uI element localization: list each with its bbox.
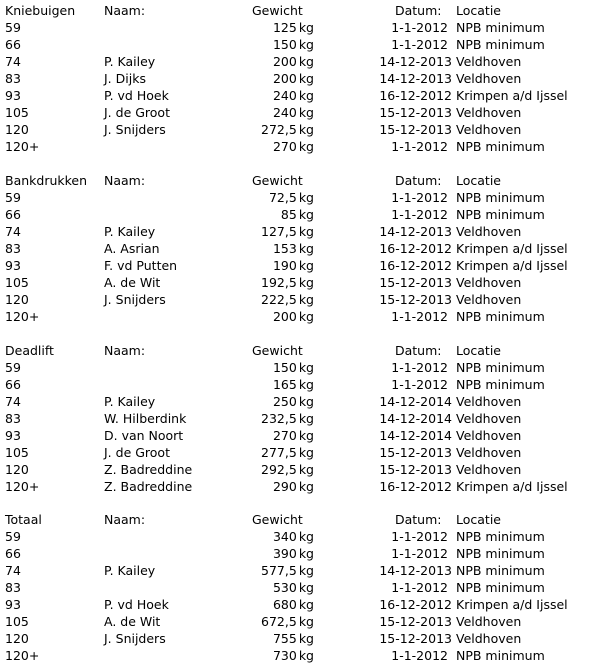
table-row xyxy=(0,545,614,562)
record-weight xyxy=(273,630,314,647)
weight-value: 72,5 xyxy=(268,190,297,205)
weight-class: 59 xyxy=(5,529,21,544)
table-row xyxy=(0,121,614,138)
weight-value: 150 xyxy=(272,360,297,375)
lifter-name: P. Kailey xyxy=(104,563,156,578)
record-weight xyxy=(281,206,314,223)
weight-unit: kg xyxy=(298,190,314,205)
record-weight xyxy=(273,528,314,545)
table-row xyxy=(0,308,614,325)
weight-class: 74 xyxy=(5,224,21,239)
table-row xyxy=(0,189,614,206)
weight-class: 83 xyxy=(5,411,21,426)
record-date: 16-12-2012 xyxy=(379,479,452,494)
record-location: Krimpen a/d Ijssel xyxy=(456,241,568,256)
weight-unit: kg xyxy=(298,275,314,290)
record-date: 15-12-2013 xyxy=(379,462,452,477)
header-date: Datum: xyxy=(395,173,442,188)
record-location: Krimpen a/d Ijssel xyxy=(456,88,568,103)
lifter-name: A. Asrian xyxy=(104,241,160,256)
record-weight xyxy=(261,410,314,427)
table-row xyxy=(0,478,614,495)
record-weight xyxy=(261,121,314,138)
weight-value: 272,5 xyxy=(261,122,297,137)
record-table-bankdrukken xyxy=(0,172,614,325)
record-date: 15-12-2013 xyxy=(379,631,452,646)
weight-class: 93 xyxy=(5,258,21,273)
record-date: 1-1-2012 xyxy=(391,190,448,205)
record-date: 14-12-2014 xyxy=(379,428,452,443)
weight-class: 93 xyxy=(5,597,21,612)
record-location: Veldhoven xyxy=(456,614,522,629)
table-row xyxy=(0,579,614,596)
table-row xyxy=(0,376,614,393)
weight-value: 292,5 xyxy=(261,462,297,477)
weight-class: 105 xyxy=(5,445,29,460)
weight-value: 232,5 xyxy=(261,411,297,426)
weight-unit: kg xyxy=(298,428,314,443)
weight-unit: kg xyxy=(298,563,314,578)
lifter-name: A. de Wit xyxy=(104,614,161,629)
lifter-name: P. vd Hoek xyxy=(104,88,169,103)
record-weight xyxy=(273,596,314,613)
record-date: 15-12-2013 xyxy=(379,445,452,460)
weight-class: 120 xyxy=(5,462,29,477)
record-weight xyxy=(273,647,314,664)
record-location: Veldhoven xyxy=(456,411,522,426)
weight-class: 74 xyxy=(5,394,21,409)
weight-class: 93 xyxy=(5,428,21,443)
record-location: Veldhoven xyxy=(456,428,522,443)
weight-class: 105 xyxy=(5,275,29,290)
weight-class: 66 xyxy=(5,207,21,222)
table-row xyxy=(0,528,614,545)
weight-class: 120 xyxy=(5,292,29,307)
lifter-name: J. Snijders xyxy=(104,292,166,307)
record-date: 14-12-2013 xyxy=(379,71,452,86)
record-date: 15-12-2013 xyxy=(379,614,452,629)
weight-value: 270 xyxy=(272,428,297,443)
record-date: 16-12-2012 xyxy=(379,241,452,256)
weight-unit: kg xyxy=(298,224,314,239)
record-date: 1-1-2012 xyxy=(391,207,448,222)
table-row xyxy=(0,613,614,630)
record-location: Veldhoven xyxy=(456,292,522,307)
table-row xyxy=(0,461,614,478)
record-location: NPB minimum xyxy=(456,377,545,392)
weight-value: 755 xyxy=(272,631,297,646)
weight-value: 85 xyxy=(280,207,297,222)
weight-value: 153 xyxy=(272,241,297,256)
weight-class: 74 xyxy=(5,54,21,69)
weight-unit: kg xyxy=(298,648,314,663)
record-weight xyxy=(273,478,314,495)
record-date: 15-12-2013 xyxy=(379,122,452,137)
record-location: NPB minimum xyxy=(456,580,545,595)
weight-class: 120+ xyxy=(5,309,40,324)
lifter-name: A. de Wit xyxy=(104,275,161,290)
record-location: NPB minimum xyxy=(456,309,545,324)
record-date: 14-12-2013 xyxy=(379,224,452,239)
table-row xyxy=(0,410,614,427)
weight-unit: kg xyxy=(298,20,314,35)
record-location: Veldhoven xyxy=(456,105,522,120)
weight-unit: kg xyxy=(298,546,314,561)
weight-value: 165 xyxy=(272,377,297,392)
weight-value: 192,5 xyxy=(261,275,297,290)
record-location: Veldhoven xyxy=(456,275,522,290)
table-row xyxy=(0,274,614,291)
record-date: 16-12-2012 xyxy=(379,258,452,273)
weight-class: 120 xyxy=(5,122,29,137)
table-row xyxy=(0,53,614,70)
record-date: 1-1-2012 xyxy=(391,377,448,392)
weight-value: 240 xyxy=(272,88,297,103)
weight-class: 120 xyxy=(5,631,29,646)
header-location: Locatie xyxy=(456,3,501,18)
weight-unit: kg xyxy=(298,105,314,120)
record-date: 1-1-2012 xyxy=(391,360,448,375)
weight-unit: kg xyxy=(298,241,314,256)
weight-class: 83 xyxy=(5,241,21,256)
record-weight xyxy=(261,562,314,579)
weight-unit: kg xyxy=(298,292,314,307)
record-location: NPB minimum xyxy=(456,37,545,52)
table-row xyxy=(0,36,614,53)
record-location: NPB minimum xyxy=(456,360,545,375)
weight-unit: kg xyxy=(298,71,314,86)
weight-value: 730 xyxy=(272,648,297,663)
record-weight xyxy=(269,189,314,206)
record-date: 16-12-2012 xyxy=(379,597,452,612)
table-header-row xyxy=(0,172,614,189)
table-row xyxy=(0,257,614,274)
lifter-name: Z. Badreddine xyxy=(104,462,193,477)
weight-unit: kg xyxy=(298,309,314,324)
record-weight xyxy=(261,613,314,630)
weight-class: 120+ xyxy=(5,648,40,663)
record-weight xyxy=(273,257,314,274)
weight-class: 74 xyxy=(5,563,21,578)
header-location: Locatie xyxy=(456,343,501,358)
record-weight xyxy=(273,36,314,53)
table-row xyxy=(0,240,614,257)
table-row xyxy=(0,138,614,155)
record-date: 15-12-2013 xyxy=(379,292,452,307)
weight-value: 680 xyxy=(272,597,297,612)
record-weight xyxy=(273,545,314,562)
record-weight xyxy=(273,308,314,325)
header-name: Naam: xyxy=(104,512,146,527)
table-row xyxy=(0,206,614,223)
weight-class: 105 xyxy=(5,614,29,629)
record-weight xyxy=(273,393,314,410)
record-date: 1-1-2012 xyxy=(391,139,448,154)
header-location: Locatie xyxy=(456,512,501,527)
weight-value: 277,5 xyxy=(261,445,297,460)
weight-value: 530 xyxy=(272,580,297,595)
weight-unit: kg xyxy=(298,445,314,460)
header-name: Naam: xyxy=(104,3,146,18)
weight-class: 83 xyxy=(5,71,21,86)
weight-unit: kg xyxy=(298,360,314,375)
record-location: Krimpen a/d Ijssel xyxy=(456,597,568,612)
record-weight xyxy=(273,359,314,376)
record-weight xyxy=(261,291,314,308)
table-row xyxy=(0,630,614,647)
lifter-name: J. Snijders xyxy=(104,122,166,137)
record-weight xyxy=(273,70,314,87)
record-weight xyxy=(273,19,314,36)
record-date: 1-1-2012 xyxy=(391,37,448,52)
weight-unit: kg xyxy=(298,529,314,544)
lifter-name: P. Kailey xyxy=(104,224,156,239)
record-date: 1-1-2012 xyxy=(391,546,448,561)
section-title: Bankdrukken xyxy=(5,173,88,188)
table-header-row xyxy=(0,342,614,359)
table-row xyxy=(0,104,614,121)
record-location: Veldhoven xyxy=(456,54,522,69)
record-location: NPB minimum xyxy=(456,546,545,561)
lifter-name: J. de Groot xyxy=(104,445,170,460)
record-location: Veldhoven xyxy=(456,394,522,409)
record-location: NPB minimum xyxy=(456,207,545,222)
table-row xyxy=(0,444,614,461)
weight-unit: kg xyxy=(298,411,314,426)
header-location: Locatie xyxy=(456,173,501,188)
weight-value: 127,5 xyxy=(261,224,297,239)
record-weight xyxy=(273,579,314,596)
record-location: Veldhoven xyxy=(456,631,522,646)
record-location: Veldhoven xyxy=(456,462,522,477)
table-row xyxy=(0,359,614,376)
weight-value: 190 xyxy=(272,258,297,273)
record-weight xyxy=(261,461,314,478)
record-date: 1-1-2012 xyxy=(391,309,448,324)
table-row xyxy=(0,19,614,36)
record-location: NPB minimum xyxy=(456,563,545,578)
table-row xyxy=(0,596,614,613)
record-location: Krimpen a/d Ijssel xyxy=(456,258,568,273)
header-weight: Gewicht xyxy=(252,343,303,358)
record-weight xyxy=(273,240,314,257)
header-date: Datum: xyxy=(395,512,442,527)
weight-unit: kg xyxy=(298,258,314,273)
weight-unit: kg xyxy=(298,207,314,222)
record-weight xyxy=(273,427,314,444)
weight-unit: kg xyxy=(298,37,314,52)
record-weight xyxy=(261,444,314,461)
weight-class: 120+ xyxy=(5,139,40,154)
weight-unit: kg xyxy=(298,88,314,103)
weight-class: 120+ xyxy=(5,479,40,494)
weight-unit: kg xyxy=(298,479,314,494)
header-date: Datum: xyxy=(395,3,442,18)
record-date: 14-12-2014 xyxy=(379,394,452,409)
lifter-name: P. Kailey xyxy=(104,54,156,69)
weight-class: 66 xyxy=(5,546,21,561)
weight-unit: kg xyxy=(298,597,314,612)
weight-class: 66 xyxy=(5,37,21,52)
record-date: 15-12-2013 xyxy=(379,275,452,290)
record-date: 1-1-2012 xyxy=(391,20,448,35)
header-weight: Gewicht xyxy=(252,173,303,188)
weight-value: 200 xyxy=(272,54,297,69)
weight-unit: kg xyxy=(298,394,314,409)
weight-unit: kg xyxy=(298,122,314,137)
weight-class: 59 xyxy=(5,20,21,35)
weight-value: 222,5 xyxy=(261,292,297,307)
section-title: Deadlift xyxy=(5,343,54,358)
weight-value: 125 xyxy=(272,20,297,35)
record-date: 1-1-2012 xyxy=(391,648,448,663)
weight-class: 59 xyxy=(5,190,21,205)
section-title: Kniebuigen xyxy=(5,3,76,18)
table-row xyxy=(0,223,614,240)
weight-value: 200 xyxy=(272,309,297,324)
header-date: Datum: xyxy=(395,343,442,358)
record-date: 1-1-2012 xyxy=(391,580,448,595)
lifter-name: P. Kailey xyxy=(104,394,156,409)
table-row xyxy=(0,291,614,308)
record-location: NPB minimum xyxy=(456,529,545,544)
weight-unit: kg xyxy=(298,580,314,595)
record-table-deadlift xyxy=(0,342,614,495)
weight-value: 240 xyxy=(272,105,297,120)
section-title: Totaal xyxy=(5,512,42,527)
record-weight xyxy=(273,138,314,155)
record-date: 14-12-2013 xyxy=(379,54,452,69)
lifter-name: J. Dijks xyxy=(104,71,146,86)
record-location: NPB minimum xyxy=(456,190,545,205)
header-weight: Gewicht xyxy=(252,3,303,18)
weight-value: 270 xyxy=(272,139,297,154)
record-weight xyxy=(273,104,314,121)
record-weight xyxy=(273,87,314,104)
lifter-name: Z. Badreddine xyxy=(104,479,193,494)
record-location: Veldhoven xyxy=(456,224,522,239)
weight-unit: kg xyxy=(298,614,314,629)
record-table-totaal xyxy=(0,511,614,664)
weight-unit: kg xyxy=(298,54,314,69)
weight-value: 290 xyxy=(272,479,297,494)
weight-class: 105 xyxy=(5,105,29,120)
record-date: 14-12-2013 xyxy=(379,563,452,578)
weight-value: 390 xyxy=(272,546,297,561)
record-location: Veldhoven xyxy=(456,122,522,137)
table-row xyxy=(0,87,614,104)
header-name: Naam: xyxy=(104,343,146,358)
lifter-name: W. Hilberdink xyxy=(104,411,187,426)
table-row xyxy=(0,393,614,410)
weight-unit: kg xyxy=(298,631,314,646)
record-weight xyxy=(273,376,314,393)
lifter-name: D. van Noort xyxy=(104,428,184,443)
table-header-row xyxy=(0,2,614,19)
weight-value: 200 xyxy=(272,71,297,86)
weight-class: 83 xyxy=(5,580,21,595)
record-location: Krimpen a/d Ijssel xyxy=(456,479,568,494)
weight-unit: kg xyxy=(298,377,314,392)
record-date: 14-12-2014 xyxy=(379,411,452,426)
weight-unit: kg xyxy=(298,139,314,154)
table-header-row xyxy=(0,511,614,528)
weight-class: 59 xyxy=(5,360,21,375)
record-date: 16-12-2012 xyxy=(379,88,452,103)
weight-class: 66 xyxy=(5,377,21,392)
weight-class: 93 xyxy=(5,88,21,103)
weight-value: 340 xyxy=(272,529,297,544)
table-row xyxy=(0,427,614,444)
record-location: Veldhoven xyxy=(456,445,522,460)
weight-value: 250 xyxy=(272,394,297,409)
record-location: Veldhoven xyxy=(456,71,522,86)
table-row xyxy=(0,70,614,87)
record-date: 15-12-2013 xyxy=(379,105,452,120)
table-row xyxy=(0,647,614,664)
weight-value: 672,5 xyxy=(261,614,297,629)
weight-unit: kg xyxy=(298,462,314,477)
record-location: NPB minimum xyxy=(456,648,545,663)
lifter-name: P. vd Hoek xyxy=(104,597,169,612)
weight-value: 577,5 xyxy=(261,563,297,578)
record-weight xyxy=(261,223,314,240)
record-location: NPB minimum xyxy=(456,20,545,35)
weight-value: 150 xyxy=(272,37,297,52)
table-row xyxy=(0,562,614,579)
header-name: Naam: xyxy=(104,173,146,188)
lifter-name: F. vd Putten xyxy=(104,258,178,273)
record-location: NPB minimum xyxy=(456,139,545,154)
record-weight xyxy=(261,274,314,291)
header-weight: Gewicht xyxy=(252,512,303,527)
lifter-name: J. de Groot xyxy=(104,105,170,120)
lifter-name: J. Snijders xyxy=(104,631,166,646)
record-weight xyxy=(273,53,314,70)
record-date: 1-1-2012 xyxy=(391,529,448,544)
record-table-kniebuigen xyxy=(0,2,614,155)
